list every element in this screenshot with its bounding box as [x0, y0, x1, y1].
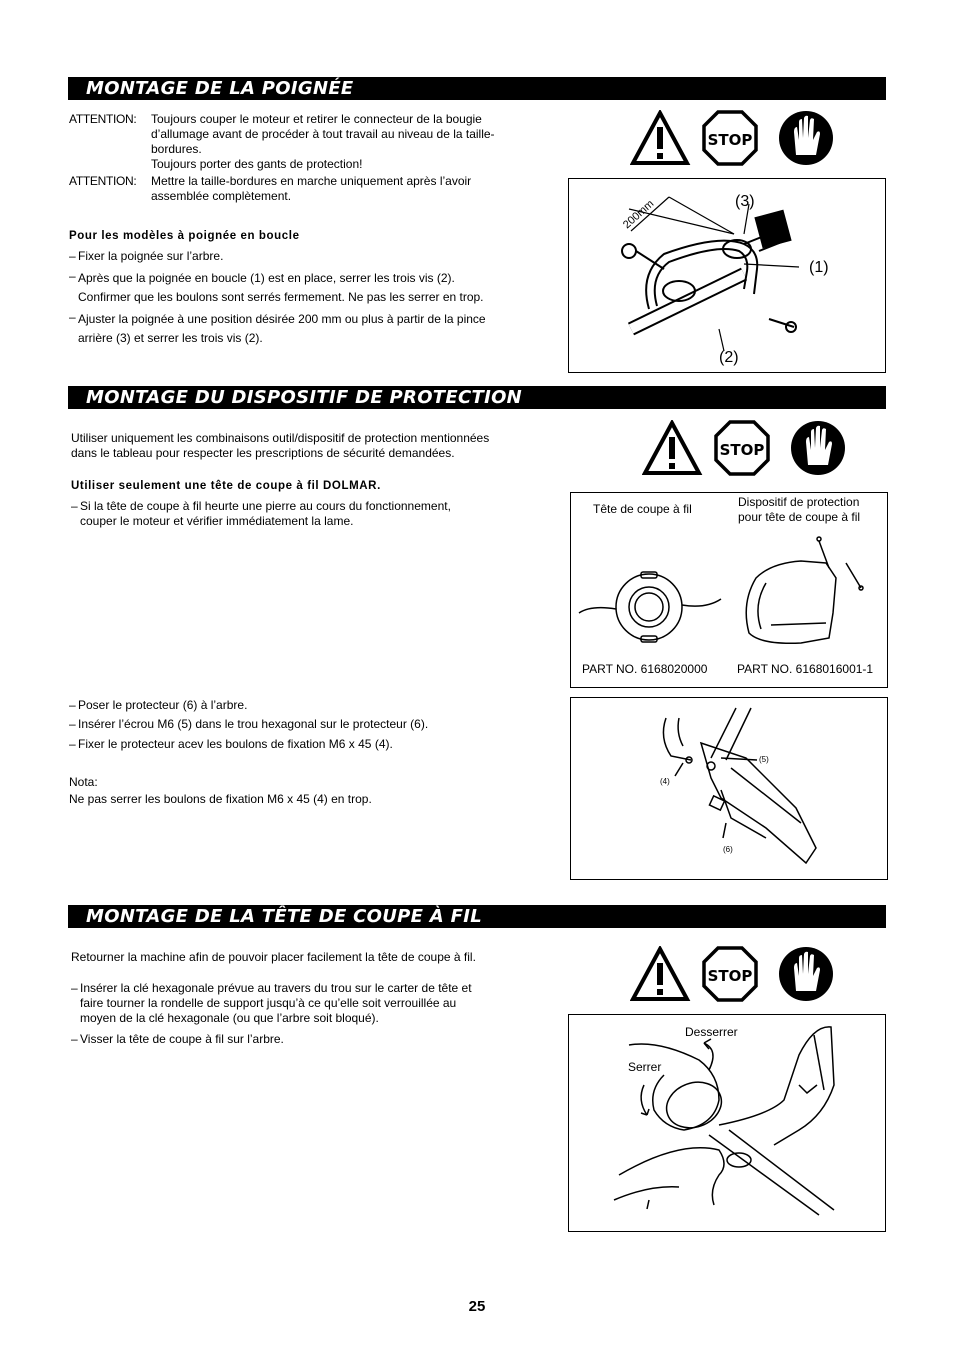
gloves-icon — [779, 947, 833, 1001]
svg-text:(3): (3) — [735, 193, 755, 210]
step-text: Si la tête de coupe à fil heurte une pierre au cours du fonctionnement, couper le moteur et vérifier immédiatement la lame. — [80, 499, 451, 528]
warning-icon — [645, 423, 699, 473]
section-header-handle — [68, 77, 886, 100]
attention-text: Mettre la taille-bordures en marche uniquement après l’avoir assemblée complètement. — [151, 174, 472, 203]
warning-icon — [633, 949, 687, 999]
note-text: Ne pas serrer les boulons de fixation M6 x 45 (4) en trop. — [69, 792, 372, 806]
note-label: Nota: — [69, 775, 98, 789]
step-dash: – — [69, 310, 76, 324]
table-header: Dispositif de protection pour tête de coupe à fil — [738, 495, 861, 524]
page-number: 25 — [468, 1298, 486, 1315]
step-dash: – — [69, 269, 76, 283]
safety-icons — [630, 946, 840, 1007]
step-dash: – — [69, 717, 76, 731]
attention-label: ATTENTION: — [69, 112, 137, 126]
svg-text:(5): (5) — [759, 755, 769, 764]
section-header-trimmer-head — [68, 905, 886, 928]
step-dash: – — [69, 737, 76, 751]
step-text: Fixer le protecteur acev les boulons de fixation M6 x 45 (4). — [78, 737, 393, 751]
step-text: Fixer la poignée sur l’arbre. — [78, 249, 224, 263]
step-text: Après que la poignée en boucle (1) est en place, serrer les trois vis (2). Confirmer que les boulons sont serrés fermement. Ne pas les serrer en trop. — [78, 271, 484, 304]
attention-text: Toujours couper le moteur et retirer le connecteur de la bougie d’allumage avant de procéder à tout travail au niveau de la taille- bordures. Toujours porter des gants de protection! — [151, 112, 495, 171]
part-number: PART NO. 6168016001-1 — [737, 662, 874, 676]
step-text: Insérer la clé hexagonale prévue au travers du trou sur le carter de tête et faire tourner la rondelle de support jusqu’à ce qu’elle soit verrouillée au moyen de la clé hexagonale (ou que l’arbre soit bloqué). — [80, 981, 472, 1025]
step-dash: – — [69, 698, 76, 712]
stop-icon — [716, 422, 768, 474]
svg-text:(4): (4) — [660, 777, 670, 786]
svg-text:(6): (6) — [723, 845, 733, 854]
handle-figure — [568, 178, 886, 373]
intro-text: Retourner la machine afin de pouvoir placer facilement la tête de coupe à fil. — [71, 950, 476, 964]
step-text: Insérer l’écrou M6 (5) dans le trou hexagonal sur le protecteur (6). — [78, 717, 429, 731]
trimmer-head-figure — [568, 1014, 886, 1232]
loosen-label: Desserrer — [685, 1025, 738, 1039]
step-dash: – — [71, 981, 78, 995]
step-dash: – — [69, 249, 76, 263]
svg-text:STOP: STOP — [707, 131, 753, 149]
stop-icon — [704, 948, 756, 1000]
attention-label: ATTENTION: — [69, 174, 137, 188]
svg-text:200mm: 200mm — [620, 197, 657, 232]
section-header-guard — [68, 386, 886, 409]
stop-icon — [704, 112, 756, 164]
svg-text:(2): (2) — [719, 349, 739, 366]
step-text: Ajuster la poignée à une position désirée 200 mm ou plus à partir de la pince arrière (3) et serrer les trois vis (2). — [78, 312, 486, 345]
guard-mount-figure — [570, 697, 888, 880]
step-dash: – — [71, 1032, 78, 1046]
svg-text:STOP: STOP — [707, 967, 753, 985]
step-dash: – — [71, 499, 78, 513]
table-header: Tête de coupe à fil — [593, 502, 692, 516]
warning-icon — [633, 113, 687, 163]
section-title: MONTAGE DE LA TÊTE DE COUPE À FIL — [86, 906, 482, 927]
combination-table — [570, 492, 888, 688]
subheading: Utiliser seulement une tête de coupe à fil DOLMAR. — [71, 480, 381, 492]
part-number: PART NO. 6168020000 — [582, 662, 708, 676]
step-text: Poser le protecteur (6) à l’arbre. — [78, 698, 248, 712]
step-text: Visser la tête de coupe à fil sur l’arbre. — [80, 1032, 284, 1046]
tighten-label: Serrer — [628, 1060, 662, 1074]
gloves-icon — [779, 111, 833, 165]
safety-icons — [630, 110, 840, 171]
subheading: Pour les modèles à poignée en boucle — [69, 230, 300, 242]
safety-icons — [642, 420, 852, 481]
svg-text:STOP: STOP — [719, 441, 765, 459]
section-title: MONTAGE DE LA POIGNÉE — [86, 78, 354, 99]
section-title: MONTAGE DU DISPOSITIF DE PROTECTION — [86, 387, 523, 408]
svg-text:(1): (1) — [809, 259, 829, 276]
trimmer-head-and-guard-drawing — [571, 533, 887, 663]
intro-text: Utiliser uniquement les combinaisons outil/dispositif de protection mentionnées dans le tableau pour respecter les prescriptions de sécurité demandées. — [71, 431, 490, 460]
gloves-icon — [791, 421, 845, 475]
